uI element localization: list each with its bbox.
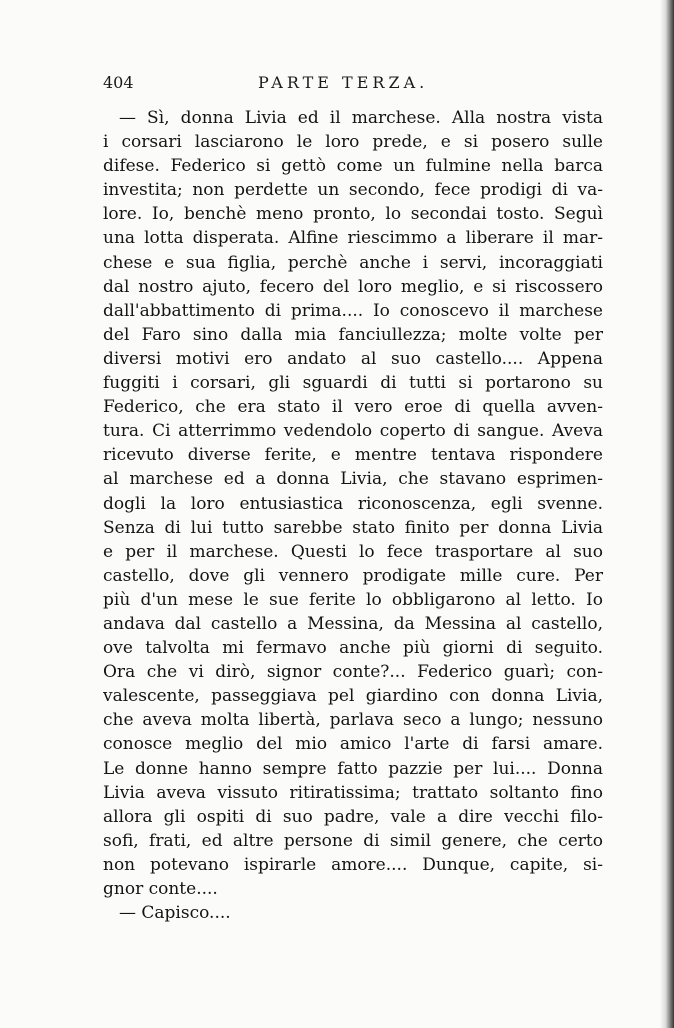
text-line: conosce meglio del mio amico l'arte di farsi amare. [103, 734, 603, 755]
text-line: Ora che vi dirò, signor conte?... Federico guarì; con- [103, 662, 603, 683]
text-line: castello, dove gli vennero prodigate mille cure. Per [103, 565, 603, 586]
text-line: lore. Io, benchè meno pronto, lo secondai tosto. Seguì [103, 204, 603, 225]
running-head: PARTE TERZA. [258, 73, 429, 92]
page-edge-shadow [660, 0, 674, 1028]
text-line: dal nostro ajuto, fecero del loro meglio, e si riscossero [103, 276, 603, 297]
text-line: Livia aveva vissuto ritiratissima; trattato soltanto fino [103, 782, 603, 803]
text-line: valescente, passeggiava pel giardino con donna Livia, [103, 686, 603, 707]
text-line: fuggiti i corsari, gli sguardi di tutti si portarono su [103, 373, 603, 394]
text-line: al marchese ed a donna Livia, che stavano esprimen- [103, 469, 603, 490]
text-line: ove talvolta mi fermavo anche più giorni di seguito. [103, 638, 603, 659]
text-line: — Sì, donna Livia ed il marchese. Alla nostra vista [119, 108, 603, 128]
text-line: diversi motivi ero andato al suo castello.... Appena [103, 348, 603, 369]
text-line: dogli la loro entusiastica riconoscenza, egli svenne. [103, 493, 603, 514]
text-line: andava dal castello a Messina, da Messina al castello, [103, 613, 603, 634]
page-header [103, 73, 601, 101]
text-line: e per il marchese. Questi lo fece trasportare al suo [103, 541, 603, 562]
text-line: più d'un mese le sue ferite lo obbligarono al letto. Io [103, 589, 603, 610]
text-line: — Capisco.... [119, 903, 231, 924]
text-line: difese. Federico si gettò come un fulmine nella barca [103, 156, 603, 177]
text-line: tura. Ci atterrimmo vedendolo coperto di sangue. Aveva [103, 421, 603, 442]
text-line: allora gli ospiti di suo padre, vale a dire vecchi filo- [103, 806, 603, 827]
text-line: che aveva molta libertà, parlava seco a lungo; nessuno [103, 710, 603, 731]
text-line: del Faro sino dalla mia fanciullezza; molte volte per [103, 324, 603, 345]
body-text [103, 106, 603, 925]
text-line: investita; non perdette un secondo, fece prodigi di va- [103, 180, 603, 201]
page-number: 404 [103, 73, 134, 92]
text-line: sofi, frati, ed altre persone di simil genere, che certo [103, 830, 603, 851]
text-line: Federico, che era stato il vero eroe di quella avven- [103, 397, 603, 418]
text-line: ricevuto diverse ferite, e mentre tentava rispondere [103, 445, 603, 466]
text-line: non potevano ispirarle amore.... Dunque, capite, si- [103, 854, 603, 875]
text-line: gnor conte.... [103, 879, 218, 899]
text-line: Le donne hanno sempre fatto pazzie per lui.... Donna [103, 758, 603, 779]
text-line: i corsari lasciarono le loro prede, e si posero sulle [103, 132, 603, 153]
text-line: chese e sua figlia, perchè anche i servi, incoraggiati [103, 252, 603, 273]
text-line: una lotta disperata. Alfine riescimmo a liberare il mar- [103, 228, 603, 249]
text-line: Senza di lui tutto sarebbe stato finito per donna Livia [103, 517, 603, 538]
text-line: dall'abbattimento di prima.... Io conoscevo il marchese [103, 300, 603, 321]
